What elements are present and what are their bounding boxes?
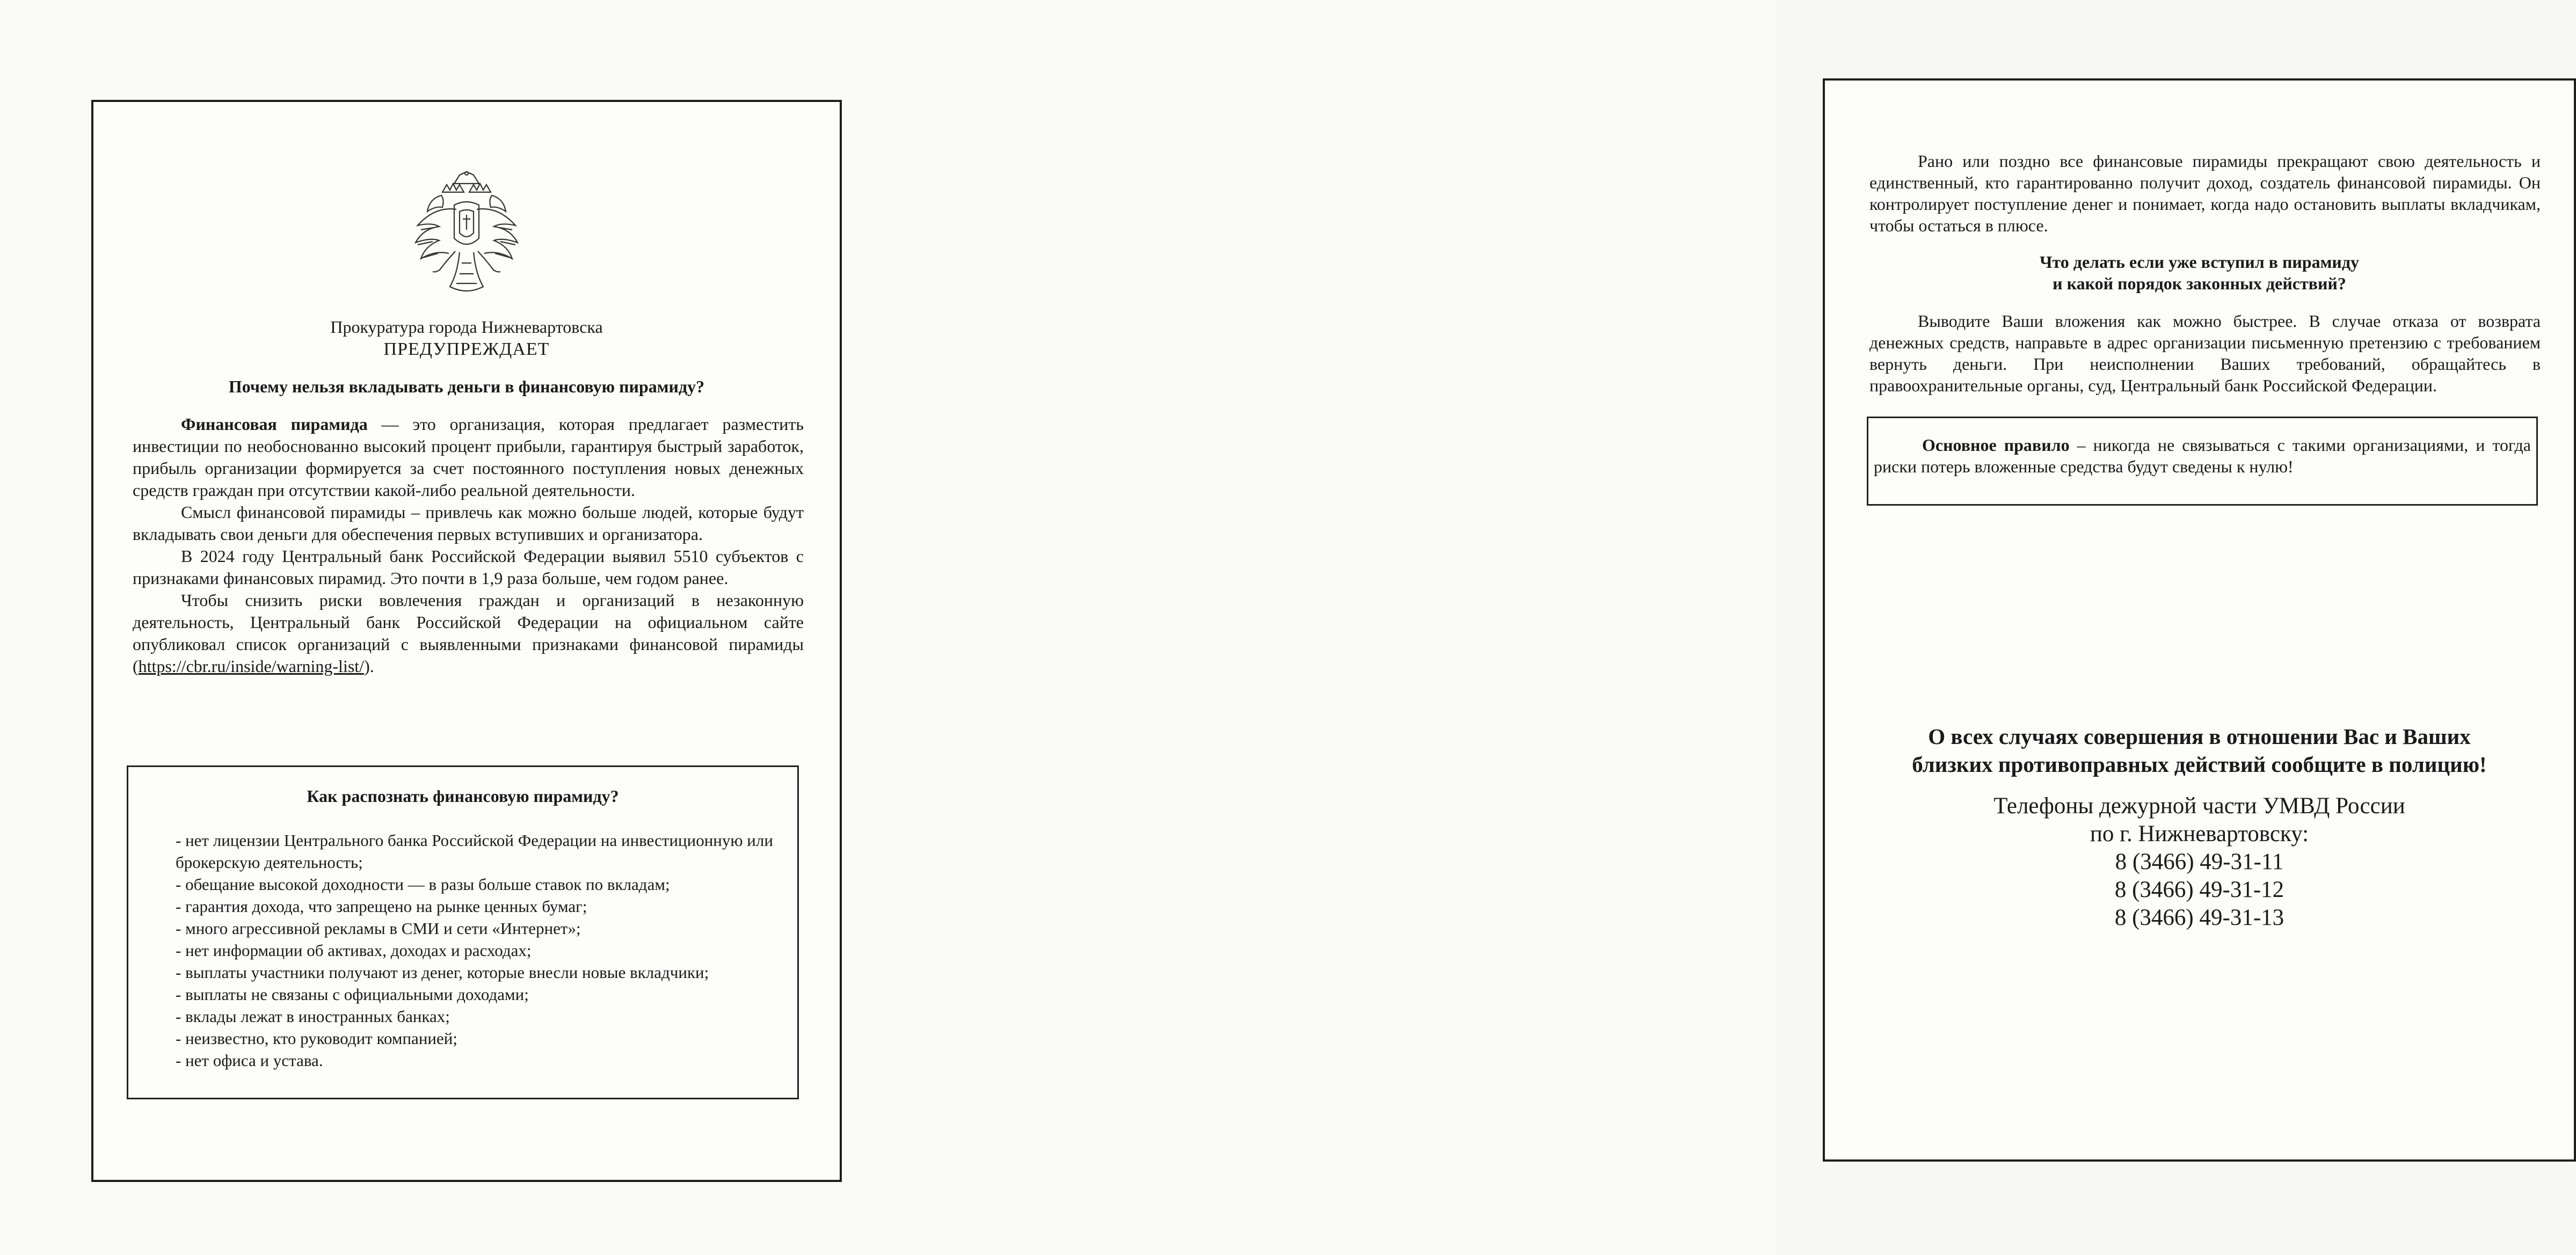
pyramid-description	[133, 413, 804, 677]
list-item: - обещание высокой доходности — в разы больше ставок по вкладам;	[176, 875, 670, 894]
list-item: - нет лицензии Центрального банка Российской Федерации на инвестиционную или брокерскую деятельность;	[176, 831, 773, 872]
right-page	[887, 0, 2541, 1255]
right-page-frame	[1823, 78, 2576, 1162]
main-rule-term: Основное правило	[1922, 435, 2070, 455]
what-to-do-heading-line2: и какой порядок законных действий?	[2053, 274, 2346, 293]
list-item: - выплаты не связаны с официальными доходами;	[176, 985, 529, 1004]
prosecutor-office: Прокуратура города Нижневартовска	[330, 317, 603, 337]
double-headed-eagle-emblem	[410, 172, 523, 295]
definition-paragraph	[133, 413, 804, 501]
phones-heading-line1: Телефоны дежурной части УМВД России	[1993, 793, 2405, 819]
phones-heading	[1825, 792, 2574, 848]
list-item: - много агрессивной рекламы в СМИ и сети «Интернет»;	[176, 919, 581, 938]
definition-text: — это организация, которая предлагает разместить инвестиции по необоснованно высокий процент прибыли, гарантируя быстрый заработок, прибыль организации формируется за счет постоянного поступления новых денежных средств граждан при отсутствии какой-либо реальной деятельности.	[133, 414, 804, 500]
phone-number[interactable]: 8 (3466) 49-31-12	[2114, 877, 2284, 902]
list-item: - выплаты участники получают из денег, которые внесли новые вкладчики;	[176, 963, 709, 982]
main-rule-text	[1874, 434, 2531, 477]
signs-title: Как распознать финансовую пирамиду?	[307, 786, 619, 806]
warning-list-paragraph	[133, 589, 804, 677]
phone-number[interactable]: 8 (3466) 49-31-13	[2114, 905, 2284, 930]
warning-list-text: Чтобы снизить риски вовлечения граждан и организаций в незаконную деятельность, Центральный банк Российской Федерации на официальном сайте опубликовал список организаций с выявленными признаками финансовой пирамиды (	[133, 590, 804, 676]
list-item: - гарантия дохода, что запрещено на рынке ценных бумаг;	[176, 897, 587, 916]
question-heading: Почему нельзя вкладывать деньги в финансовую пирамиду?	[228, 377, 705, 396]
warning-heading: ПРЕДУПРЕЖДАЕТ	[383, 339, 550, 359]
main-rule-box	[1867, 417, 2538, 506]
definition-term: Финансовая пирамида	[181, 414, 368, 434]
signs-list	[176, 829, 798, 1071]
actions-paragraph-block	[1869, 310, 2541, 396]
report-to-police-line2: близких противоправных действий сообщите в полицию!	[1912, 752, 2487, 777]
collapse-paragraph-block	[1869, 150, 2541, 236]
warning-list-link[interactable]: https://cbr.ru/inside/warning-list/	[138, 656, 365, 676]
phones-heading-line2: по г. Нижневартовску:	[2090, 821, 2309, 847]
main-rule-rest: – никогда не связываться с такими организациями, и тогда риски потерь вложенные средства будут сведены к нулю!	[1874, 435, 2531, 476]
report-to-police-line1: О всех случаях совершения в отношении Вас и Ваших	[1928, 724, 2471, 749]
left-page-frame	[91, 100, 842, 1182]
what-to-do-heading	[1825, 251, 2574, 294]
phone-number[interactable]: 8 (3466) 49-31-11	[2115, 849, 2284, 874]
list-item: - нет офиса и устава.	[176, 1051, 323, 1070]
collapse-paragraph: Рано или поздно все финансовые пирамиды прекращают свою деятельность и единственный, кто гарантированно получит доход, создатель финансовой пирамиды. Он контролирует поступление денег и понимает, когда надо остановить выплаты вкладчикам, чтобы остаться в плюсе.	[1869, 151, 2541, 235]
phone-list	[1825, 848, 2574, 932]
left-page	[0, 0, 887, 1255]
statistics-paragraph: В 2024 году Центральный банк Российской Федерации выявил 5510 субъектов с признаками финансовых пирамид. Это почти в 1,9 раза больше, чем годом ранее.	[133, 546, 804, 588]
list-item: - неизвестно, кто руководит компанией;	[176, 1029, 457, 1048]
warning-list-text-end: ).	[364, 656, 374, 676]
list-item: - вклады лежат в иностранных банках;	[176, 1007, 450, 1026]
signs-box	[127, 765, 799, 1099]
report-to-police	[1825, 723, 2574, 778]
purpose-paragraph: Смысл финансовой пирамиды – привлечь как можно больше людей, которые будут вкладывать свои деньги для обеспечения первых вступивших и организатора.	[133, 502, 804, 544]
what-to-do-heading-line1: Что делать если уже вступил в пирамиду	[2039, 252, 2360, 272]
actions-paragraph: Выводите Ваши вложения как можно быстрее. В случае отказа от возврата денежных средств, направьте в адрес организации письменную претензию с требованием вернуть деньги. При неисполнении Ваших требований, обращайтесь в правоохранительные органы, суд, Центральный банк Российской Федерации.	[1869, 311, 2541, 395]
list-item: - нет информации об активах, доходах и расходах;	[176, 941, 532, 960]
